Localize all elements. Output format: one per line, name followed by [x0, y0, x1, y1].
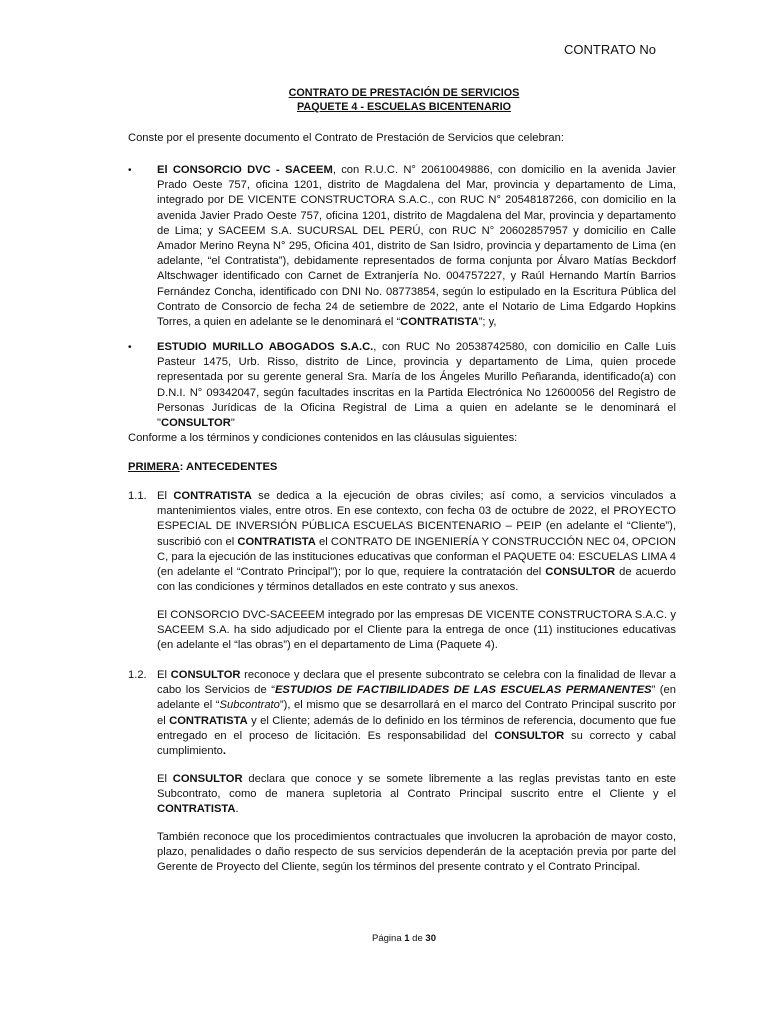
clause-1-2-paragraph-2	[157, 772, 676, 818]
text: El	[157, 773, 173, 785]
clause-number: 1.1.	[128, 490, 147, 502]
text: se dedica a la ejecución de obras civiles; así como, a servicios vinculados a mantenimientos viales, entre otros. En ese contexto, con fecha 03 de octubre de 2022, el PROYECTO ESPECIAL DE INVERSIÓN PÚBLICA ESCUELAS BICENTENARIO – PEIP (en adelante el “Cliente”), suscribió con el	[157, 490, 676, 548]
term: CONSULTOR	[494, 729, 565, 742]
clause-1-2-paragraph-1	[157, 668, 676, 759]
clause-1-1-paragraph-2: El CONSORCIO DVC-SACEEEM integrado por las empresas DE VICENTE CONSTRUCTORA S.A.C. y SACEEM S.A. ha sido adjudicado por el Cliente para la entrega de once (11) instituciones educativas (en adelante el “las obras”) en el departamento de Lima (Paquete 4).	[157, 609, 676, 652]
term: Subcontrato	[219, 699, 280, 712]
text: de acuerdo con las condiciones y términos detallados en este contrato y sus anexos.	[157, 566, 676, 594]
term: CONSULTOR	[170, 669, 241, 681]
text: El	[157, 490, 174, 502]
term: CONSULTOR	[172, 773, 243, 785]
contract-number-header: CONTRATO No	[564, 42, 656, 57]
bullet-icon: •	[128, 165, 132, 176]
party-estudio	[157, 340, 676, 431]
text: declara que conoce y se somete libremente a las reglas previstas tanto en este Subcontrato, como de manera supletoria al Contrato Principal suscrito entre el Cliente y el	[157, 773, 676, 801]
service-name: ESTUDIOS DE FACTIBILIDADES DE LAS ESCUELAS PERMANENTES	[274, 684, 652, 697]
text: el CONTRATO DE INGENIERÍA Y CONSTRUCCIÓN NEC 04, OPCION C, para la ejecución de las instituciones educativas que conforman el PAQUETE 04: ESCUELAS LIMA 4 (en adelante el “Contrato Principal”); por lo que, requiere la contratación del	[157, 535, 677, 579]
text: .	[222, 745, 227, 758]
party-name: El CONSORCIO DVC - SACEEM	[157, 164, 333, 176]
term: CONTRATISTA	[157, 803, 236, 816]
text: su correcto y cabal cumplimiento	[157, 729, 676, 758]
document-title	[0, 86, 768, 114]
clause-number: 1.2.	[128, 669, 147, 681]
party-name: ESTUDIO MURILLO ABOGADOS S.A.C.	[157, 341, 374, 353]
text: ”), el mismo que se desarrollará en el marco del Contrato Principal suscrito por el	[157, 699, 677, 727]
section-title: : ANTECEDENTES	[179, 461, 278, 473]
term: CONTRATISTA	[173, 490, 252, 502]
section-label: PRIMERA	[128, 461, 180, 473]
intro-paragraph: Conste por el presente documento el Contrato de Prestación de Servicios que celebran:	[128, 132, 564, 144]
text: reconoce y declara que el presente subcontrato se celebra con la finalidad de llevar a cabo los Servicios de “	[157, 669, 676, 697]
party-role: CONSULTOR	[160, 417, 231, 430]
bullet-icon: •	[128, 342, 132, 353]
title-line-1: CONTRATO DE PRESTACIÓN DE SERVICIOS	[288, 87, 520, 99]
clause-1-2-paragraph-3: También reconoce que los procedimientos contractuales que involucren la aprobación de mayor costo, plazo, penalidades o daño respecto de sus servicios dependerán de la aceptación previa por parte del Gerente de Proyecto del Cliente, según los términos del presente contrato y el Contrato Principal.	[157, 831, 676, 874]
text: .	[235, 803, 239, 816]
party-consorcio	[157, 163, 676, 330]
text: ” (en adelante el “	[157, 684, 676, 712]
party-text: , con RUC No 20538742580, con domicilio en Calle Luis Pasteur 1475, Urb. Risso, distrito de Lince, provincia y departamento de Lima, quien procede representada por su gerente general Sra. María de los Ángeles Murillo Peñaranda, identificado(a) con D.N.I. N° 09342047, según facultades inscritas en la Partida Electrónica No 12600056 del Registro de Personas Jurídicas de la Oficina Registral de Lima a quien en adelante se le denominará el "	[157, 341, 677, 430]
page-number: 1	[404, 933, 410, 944]
section-heading-primera	[128, 460, 676, 475]
term: CONTRATISTA	[169, 714, 248, 727]
term: CONSULTOR	[545, 566, 616, 579]
conforme-paragraph: Conforme a los términos y condiciones contenidos en las cláusulas siguientes:	[128, 432, 518, 444]
page-total: 30	[425, 933, 436, 944]
clause-1-1-paragraph-1	[157, 489, 676, 595]
text: El	[157, 669, 171, 681]
party-role: CONTRATISTA	[400, 316, 479, 329]
footer-mid: de	[409, 933, 426, 944]
party-text: , con R.U.C. N° 20610049886, con domicilio en la avenida Javier Prado Oeste 757, oficina 1201, distrito de Magdalena del Mar, provincia y departamento de Lima, integrado por DE VICENTE CONSTRUCTORA S.A.C., con RUC N° 20548187266, con domicilio en la avenida Javier Prado Oeste 757, oficina 1201, distrito de Magdalena del Mar, provincia y departamento de Lima; y SACEEM S.A. SUCURSAL DEL PERÚ, con RUC N° 20602857957 y domicilio en Calle Amador Merino Reyna N° 295, Oficina 401, distrito de San Isidro, provincia y departamento de Lima (en adelante, “el Contratista”), debidamente representados de forma conjunta por Álvaro Matías Beckdorf Altschwager identificado con Carnet de Extranjería No. 004757227, y Raúl Hernando Martín Barrios Fernández Concha, identificado con DNI No. 08773854, según lo estipulado en la Escritura Pública del Contrato de Consorcio de fecha 24 de setiembre de 2022, ante el Notario de Lima Edgardo Hopkins Torres, a quien en adelante se le denominará el “	[157, 164, 676, 329]
party-tail: "	[230, 417, 235, 430]
footer-prefix: Página	[372, 933, 405, 944]
page-footer	[0, 931, 768, 946]
text: y el Cliente; además de lo definido en los términos de referencia, documento que fue entregado en el proceso de licitación. Es responsabilidad del	[157, 714, 676, 742]
title-line-2: PAQUETE 4 - ESCUELAS BICENTENARIO	[297, 101, 511, 113]
party-tail: ”; y,	[478, 316, 497, 329]
term: CONTRATISTA	[237, 535, 316, 548]
